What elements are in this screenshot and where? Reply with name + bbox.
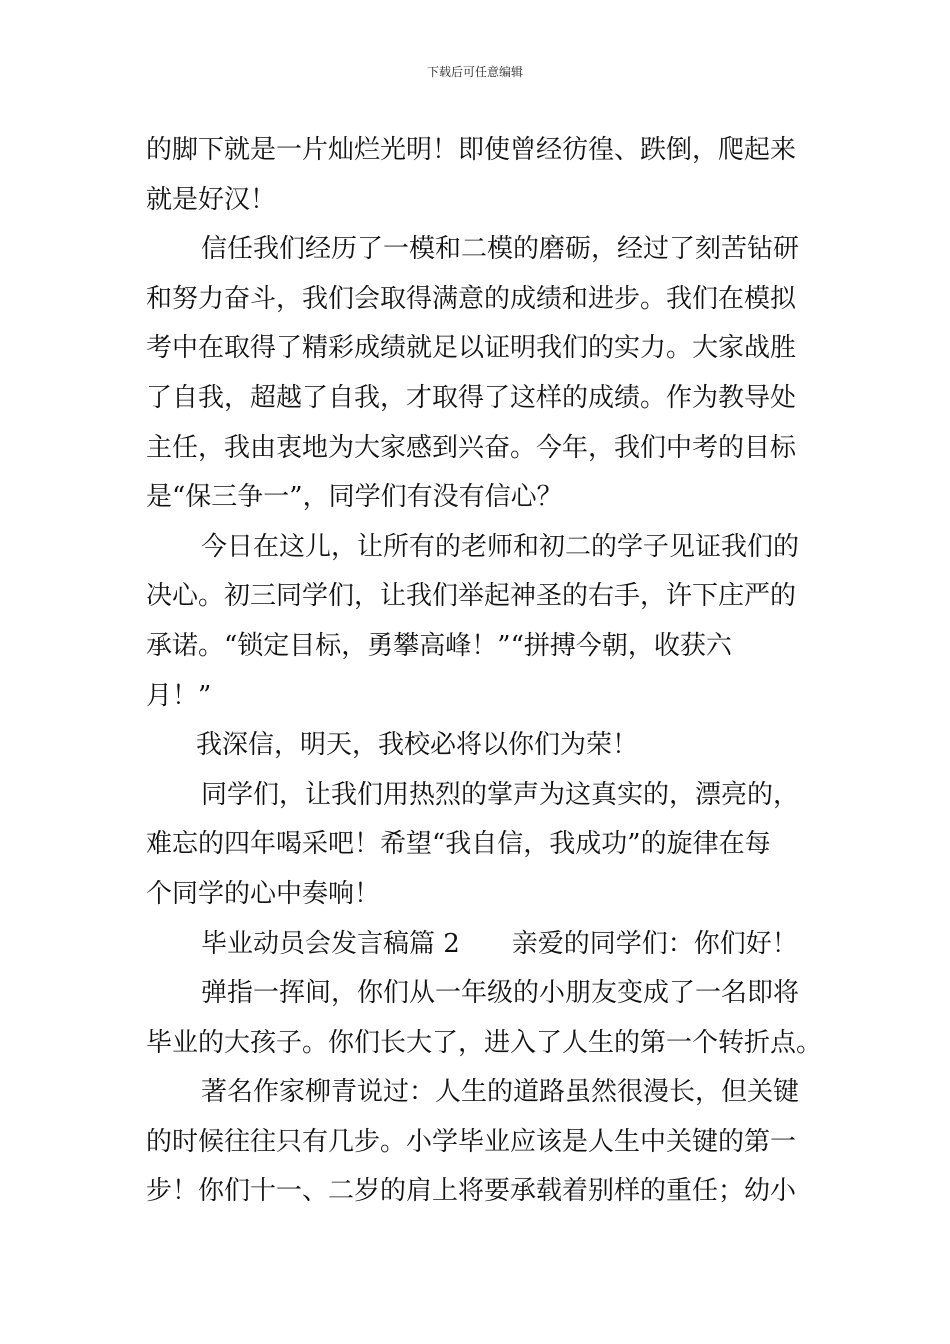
text-line: 今日在这儿，让所有的老师和初二的学子见证我们的 xyxy=(201,531,800,562)
text-line: 信任我们经历了一模和二模的磨砺，经过了刻苦钻研 xyxy=(201,234,800,265)
text-line: 弹指一挥间，你们从一年级的小朋友变成了一名即将 xyxy=(201,978,800,1009)
text-line: 个同学的心中奏响！ xyxy=(146,878,381,909)
text-line: 主任，我由衷地为大家感到兴奋。今年，我们中考的目标 xyxy=(146,432,797,463)
text-line: 考中在取得了精彩成绩就足以证明我们的实力。大家战胜 xyxy=(146,333,797,364)
text-line: 承诺。“锁定目标，勇攀高峰！”“拼搏今朝，收获六 xyxy=(146,630,732,661)
text-line: 的脚下就是一片灿烂光明！即使曾经彷徨、跌倒，爬起来 xyxy=(146,135,797,165)
text-line: 的时候往往只有几步。小学毕业应该是人生中关键的第一 xyxy=(146,1126,797,1157)
text-line: 步！你们十一、二岁的肩上将要承载着别样的重任；幼小 xyxy=(146,1176,797,1207)
section-heading: 毕业动员会发言稿篇 2 亲爱的同学们：你们好！ xyxy=(201,928,798,959)
text-line: 就是好汉！ xyxy=(146,184,277,215)
text-line: 毕业的大孩子。你们长大了，进入了人生的第一个转折点。 xyxy=(146,1027,823,1058)
text-line: 和努力奋斗，我们会取得满意的成绩和进步。我们在模拟 xyxy=(146,283,797,314)
text-line: 我深信，明天，我校必将以你们为荣！ xyxy=(196,730,639,761)
page-header: 下载后可任意编辑 xyxy=(426,65,523,79)
text-line: 决心。初三同学们，让我们举起神圣的右手，许下庄严的 xyxy=(146,581,797,612)
text-line: 同学们，让我们用热烈的掌声为这真实的，漂亮的， xyxy=(201,779,800,810)
text-line: 月！” xyxy=(146,680,212,711)
document-body xyxy=(146,126,823,1217)
text-line: 是“保三争一”，同学们有没有信心？ xyxy=(146,482,563,513)
text-line: 了自我，超越了自我，才取得了这样的成绩。作为教导处 xyxy=(146,382,797,413)
text-line: 难忘的四年喝采吧！希望“我自信，我成功”的旋律在每 xyxy=(146,829,771,860)
text-line: 著名作家柳青说过：人生的道路虽然很漫长，但关键 xyxy=(201,1077,800,1108)
